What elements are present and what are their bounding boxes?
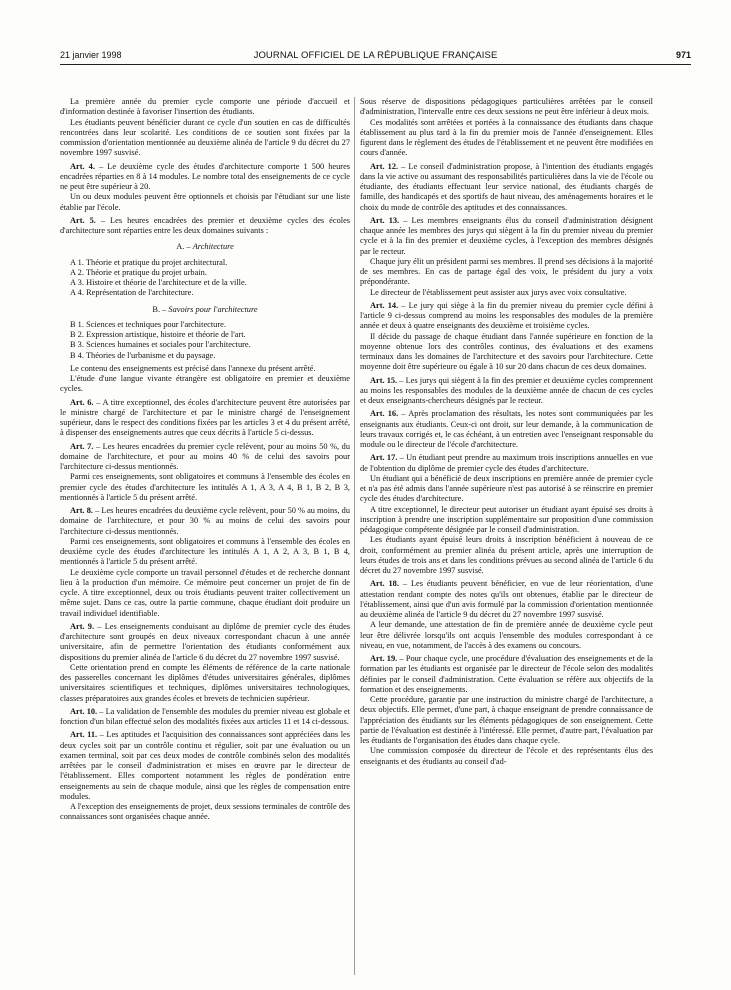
paragraph: L'étude d'une langue vivante étrangère est obligatoire en premier et deuxième cycles. — [60, 374, 350, 394]
list-item: A 1. Théorie et pratique du projet architectural. — [70, 257, 228, 267]
section-prefix: A. – — [176, 242, 191, 252]
paragraph: A l'exception des enseignements de projet, deux sessions terminales de contrôle des connaissances sont organisées chaque année. — [60, 802, 350, 822]
article-11: Art. 11. – Les aptitudes et l'acquisition des connaissances sont appréciées dans les deux cycles soit par un contrôle continu et régulier, soit par une évaluation ou un examen terminal, soit par ces deux modes de contrôle combinés selon des modalités arrêtées par le conseil d'administration et mises en œuvre par le directeur de l'établissement. Elles comportent notamment les règles de pondération entre enseignements au sein de chaque module, ainsi que les règles de compensation entre modules. — [60, 730, 350, 801]
paragraph: Les étudiants ayant épuisé leurs droits à inscription bénéficient à nouveau de ce droit, conformément au premier alinéa du présent article, après une interruption de leurs études de trois ans et dans les conditions prévues au second alinéa de l'article 6 du décret du 27 novembre 1997 susvisé. — [360, 535, 653, 575]
article-label: Art. 14. — [370, 300, 399, 310]
article-8: Art. 8. – Les heures encadrées du deuxième cycle relèvent, pour 50 % au moins, du domaine de l'architecture, et pour 30 % au moins de celui des savoirs pour l'architecture ci-dessus mentionnés. — [60, 506, 350, 536]
article-text: Le conseil d'administration propose, à l'intention des étudiants engagés dans la vie active ou assumant des responsabilités particulières dans la vie de l'école ou étudiante, des étudiants effectuant leur service national, des étudiants chargés de famille, des handicapés et des sportifs de haut niveau, des aménagements horaires et le choix du mode de contrôle des aptitudes et des connaissances. — [360, 161, 653, 212]
section-a-list — [60, 258, 350, 299]
article-12: Art. 12. – Le conseil d'administration propose, à l'intention des étudiants engagés dans la vie active ou assumant des responsabilités particulières dans la vie de l'école ou étudiante, des étudiants effectuant leur service national, des étudiants chargés de famille, des handicapés et des sportifs de haut niveau, des aménagements horaires et le choix du mode de contrôle des aptitudes et des connaissances. — [360, 161, 653, 212]
article-label: Art. 5. — [70, 215, 96, 225]
article-text: La validation de l'ensemble des modules du premier niveau est globale et fonction d'un bilan effectué selon des modalités fixées aux articles 11 et 14 ci-dessous. — [60, 706, 350, 726]
article-text: Un étudiant peut prendre au maximum trois inscriptions annuelles en vue de l'obtention du diplôme de premier cycle des études d'architecture. — [360, 453, 653, 473]
paragraph: Un ou deux modules peuvent être optionnels et choisis par l'étudiant sur une liste établie par l'école. — [60, 192, 350, 212]
article-label: Art. 12. — [370, 161, 399, 171]
paragraph: Cette orientation prend en compte les éléments de référence de la carte nationale des passerelles concernant les diplômes d'études universitaires générales, diplômes universitaires scientifiques et techniques, diplômes universitaires technologiques, classes préparatoires aux grandes écoles et brevets de technicien supérieur. — [60, 662, 350, 703]
paragraph: A titre exceptionnel, le directeur peut autoriser un étudiant ayant épuisé ses droits à inscription à prendre une inscription supplémentaire sur proposition d'une commission pédagogique compétente désignée par le conseil d'administration. — [360, 504, 653, 534]
article-label: Art. 9. — [70, 621, 95, 631]
article-text: Les jurys qui siègent à la fin des premier et deuxième cycles comprennent au moins les responsables des modules de la deuxième année de chacun de ces cycles et deux enseignants-chercheurs désignés par le recteur. — [360, 375, 653, 405]
article-15: Art. 15. – Les jurys qui siègent à la fin des premier et deuxième cycles comprennent au moins les responsables des modules de la deuxième année de chacun de ces cycles et deux enseignants-chercheurs désignés par le recteur. — [360, 375, 653, 405]
article-text: Les heures encadrées du premier cycle relèvent, pour au moins 50 %, du domaine de l'architecture, et pour au moins 40 % de celui des savoirs pour l'architecture ci-dessus mentionnés. — [60, 441, 350, 471]
article-4: Art. 4. – Le deuxième cycle des études d'architecture comporte 1 500 heures encadrées réparties en 8 à 14 modules. Le nombre total des enseignements de ce cycle ne peut être supérieur à 20. — [60, 161, 350, 191]
article-7: Art. 7. – Les heures encadrées du premier cycle relèvent, pour au moins 50 %, du domaine de l'architecture, et pour au moins 40 % de celui des savoirs pour l'architecture ci-dessus mentionnés. — [60, 441, 350, 471]
page-header — [60, 50, 691, 64]
article-label: Art. 10. — [70, 706, 98, 716]
article-label: Art. 13. — [370, 215, 400, 225]
article-19: Art. 19. – Pour chaque cycle, une procédure d'évaluation des enseignements et de la formation par les étudiants est organisée par le directeur de l'école selon des modalités définies par le conseil d'administration. Cette évaluation se réfère aux objectifs de la formation et des enseignements. — [360, 654, 653, 694]
paragraph: Cette procédure, garantie par une instruction du ministre chargé de l'architecture, a deux objectifs. Elle permet, d'une part, à chaque enseignant de prendre connaissance de l'appréciation des étudiants sur les éléments pédagogiques de son enseignement. Cette partie de l'évaluation est destinée à l'intéressé. Elle permet, d'autre part, l'évaluation par les étudiants de l'organisation des études dans chaque cycle. — [360, 695, 653, 745]
section-b-list — [60, 320, 350, 361]
paragraph: Les étudiants peuvent bénéficier durant ce cycle d'un soutien en cas de difficultés rencontrées dans leur scolarité. Les conditions de ce soutien sont fixées par la commission d'orientation mentionnée au deuxième alinéa de l'article 9 du décret du 27 novembre 1997 susvisé. — [60, 117, 350, 158]
article-17: Art. 17. – Un étudiant peut prendre au maximum trois inscriptions annuelles en vue de l'obtention du diplôme de premier cycle des études d'architecture. — [360, 453, 653, 473]
article-label: Art. 11. — [70, 730, 98, 740]
paragraph: Parmi ces enseignements, sont obligatoires et communs à l'ensemble des écoles en deuxième cycle des études d'architecture les intitulés A 1, A 2, A 3, B 1, B 4, mentionnés à l'article 5 du présent arrêté. — [60, 536, 350, 567]
article-14: Art. 14. – Le jury qui siège à la fin du premier niveau du premier cycle défini à l'article 9 ci-dessus comprend au moins les responsables des modules de la première année et deux à quatre enseignants des deuxième et troisième cycles. — [360, 300, 653, 331]
article-text: Les aptitudes et l'acquisition des connaissances sont appréciées dans les deux cycles soit par un contrôle continu et régulier, soit par une évaluation ou un examen terminal, soit par ces deux modes de contrôle combinés selon des modalités arrêtées par le conseil d'administration et mises en œuvre par le directeur de l'établissement. Elles comportent notamment les règles de pondération entre enseignements au sein de chaque module, ainsi que les règles de compensation entre modules. — [60, 730, 350, 801]
paragraph: Il décide du passage de chaque étudiant dans l'année supérieure en fonction de la moyenne obtenue lors des contrôles continus, des évaluations et des examens terminaux dans les domaines de l'architecture et des savoirs pour l'architecture. Cette moyenne doit être supérieure ou égale à 10 sur 20 dans chacun de ces deux domaines. — [360, 331, 653, 372]
paragraph: A leur demande, une attestation de fin de première année de deuxième cycle peut leur être délivrée lorsqu'ils ont acquis l'ensemble des modules correspondant à ce niveau, en vue, notamment, de l'accès à des examens ou concours. — [360, 620, 653, 650]
article-label: Art. 6. — [70, 397, 94, 407]
article-label: Art. 7. — [70, 441, 94, 451]
paragraph: Chaque jury élit un président parmi ses membres. Il prend ses décisions à la majorité de ses membres. En cas de partage égal des voix, le président du jury a voix prépondérante. — [360, 256, 653, 287]
paragraph: Parmi ces enseignements, sont obligatoires et communs à l'ensemble des écoles en premier cycle des études d'architecture les intitulés A 1, A 3, A 4, B 1, B 2, B 3, mentionnés à l'article 5 du présent arrêté. — [60, 472, 350, 502]
article-label: Art. 15. — [370, 375, 398, 385]
paragraph: Sous réserve de dispositions pédagogiques particulières arrêtées par le conseil d'administration, l'intervalle entre ces deux sessions ne peut être inférieur à deux mois. — [360, 97, 653, 117]
article-label: Art. 16. — [370, 409, 399, 419]
header-date: 21 janvier 1998 — [60, 50, 122, 60]
list-item: B 4. Théories de l'urbanisme et du paysage. — [70, 350, 216, 360]
article-label: Art. 4. — [70, 161, 95, 171]
article-text: Les membres enseignants élus du conseil d'administration désignent chaque année les membres des jurys qui siègent à la fin du premier niveau du premier cycle et à la fin des premier et deuxième cycles, à l'exception des membres désignés par le recteur. — [360, 215, 653, 256]
article-text: Les enseignements conduisant au diplôme de premier cycle des études d'architecture sont groupés en deux niveaux correspondant chacun à une année universitaire, afin de permettre l'orientation des étudiants conformément aux dispositions du premier alinéa de l'article 6 du décret du 27 novembre 1997 susvisé. — [60, 621, 350, 662]
page-number: 971 — [675, 50, 691, 60]
paragraph: Un étudiant qui a bénéficié de deux inscriptions en première année de premier cycle et n'a pas été admis dans l'année supérieure n'est pas autorisé à se réinscrire en premier cycle des études d'architecture. — [360, 473, 653, 504]
article-text: Le jury qui siège à la fin du premier niveau du premier cycle défini à l'article 9 ci-dessus comprend au moins les responsables des modules de la première année et deux à quatre enseignants des deuxième et troisième cycles. — [360, 300, 653, 331]
list-item: A 2. Théorie et pratique du projet urbain. — [70, 267, 207, 277]
list-item: B 3. Sciences humaines et sociales pour l'architecture. — [70, 340, 251, 350]
paragraph: La première année du premier cycle comporte une période d'accueil et d'information destinée à favoriser l'insertion des étudiants. — [60, 97, 350, 117]
paragraph: Le directeur de l'établissement peut assister aux jurys avec voix consultative. — [370, 287, 627, 297]
article-16: Art. 16. – Après proclamation des résultats, les notes sont communiquées par les enseignants aux étudiants. Ceux-ci ont droit, sur leur demande, à la communication de leurs travaux corrigés et, le cas échéant, à un entretien avec l'enseignant responsable du module ou le directeur de l'école d'architecture. — [360, 409, 653, 449]
list-item: A 4. Représentation de l'architecture. — [70, 288, 194, 298]
header-rule — [60, 64, 691, 65]
article-6: Art. 6. – A titre exceptionnel, des écoles d'architecture peuvent être autorisées par le ministre chargé de l'architecture et par le ministre chargé de l'enseignement supérieur, dans le respect des conditions fixées par les articles 3 et 4 du présent arrêté, à dispenser des enseignements autres que ceux décrits à l'article 5 ci-dessus. — [60, 397, 350, 438]
left-column — [60, 97, 350, 977]
section-b-heading — [60, 305, 350, 315]
article-10: Art. 10. – La validation de l'ensemble des modules du premier niveau est globale et fonction d'un bilan effectué selon des modalités fixées aux articles 11 et 14 ci-dessous. — [60, 706, 350, 726]
article-text: Les étudiants peuvent bénéficier, en vue de leur réorientation, d'une attestation rendant compte des notes qu'ils ont obtenues, établie par le directeur de l'établissement, ainsi que d'un avis formulé par la commission d'orientation mentionnée au deuxième alinéa de l'article 9 du décret du 27 novembre 1997 susvisé. — [360, 579, 653, 619]
article-text: Pour chaque cycle, une procédure d'évaluation des enseignements et de la formation par les étudiants est organisée par le directeur de l'école selon des modalités définies par le conseil d'administration. Cette évaluation se réfère aux objectifs de la formation et des enseignements. — [360, 654, 653, 694]
paragraph: Ces modalités sont arrêtées et portées à la connaissance des étudiants dans chaque établissement au plus tard à la fin du premier mois de l'année d'enseignement. Elles figurent dans le règlement des études de l'établissement et ne peuvent être modifiées en cours d'année. — [360, 117, 653, 158]
article-label: Art. 19. — [370, 654, 398, 663]
list-item: A 3. Histoire et théorie de l'architecture et de la ville. — [70, 278, 247, 287]
article-18: Art. 18. – Les étudiants peuvent bénéficier, en vue de leur réorientation, d'une attestation rendant compte des notes qu'ils ont obtenues, établie par le directeur de l'établissement, ainsi que d'un avis formulé par la commission d'orientation mentionnée au deuxième alinéa de l'article 9 du décret du 27 novembre 1997 susvisé. — [360, 579, 653, 619]
article-5: Art. 5. – Les heures encadrées des premier et deuxième cycles des écoles d'architecture sont réparties entre les deux domaines suivants : — [60, 215, 350, 235]
section-a-heading — [60, 242, 350, 252]
article-text: Les heures encadrées du deuxième cycle relèvent, pour 50 % au moins, du domaine de l'architecture, et pour 30 % au moins de celui des savoirs pour l'architecture ci-dessus mentionnés. — [60, 506, 350, 536]
right-column — [360, 97, 653, 977]
article-text: Après proclamation des résultats, les notes sont communiquées par les enseignants aux étudiants. Ceux-ci ont droit, sur leur demande, à la communication de leurs travaux corrigés et, le cas échéant, à un entretien avec l'enseignant responsable du module ou le directeur de l'école d'architecture. — [360, 409, 653, 449]
list-item: B 1. Sciences et techniques pour l'architecture. — [70, 319, 226, 329]
column-divider — [354, 97, 355, 975]
article-text: Le deuxième cycle des études d'architecture comporte 1 500 heures encadrées réparties en 8 à 14 modules. Le nombre total des enseignements de ce cycle ne peut être supérieur à 20. — [60, 161, 350, 191]
section-prefix: B. – — [152, 304, 167, 314]
article-label: Art. 18. — [370, 579, 399, 589]
paragraph: Une commission composée du directeur de l'école et des représentants élus des enseignants et des étudiants au conseil d'ad- — [360, 746, 653, 766]
article-label: Art. 8. — [70, 506, 93, 515]
article-label: Art. 17. — [370, 453, 398, 463]
article-text: A titre exceptionnel, des écoles d'architecture peuvent être autorisées par le ministre chargé de l'architecture et par le ministre chargé de l'enseignement supérieur, dans le respect des conditions fixées par les articles 3 et 4 du présent arrêté, à dispenser des enseignements autres que ceux décrits à l'article 5 ci-dessus. — [60, 397, 350, 438]
section-title: Savoirs pour l'architecture — [168, 304, 258, 314]
article-13: Art. 13. – Les membres enseignants élus du conseil d'administration désignent chaque année les membres des jurys qui siègent à la fin du premier niveau du premier cycle et à la fin des premier et deuxième cycles, à l'exception des membres désignés par le recteur. — [360, 215, 653, 256]
paragraph: Le contenu des enseignements est précisé dans l'annexe du présent arrêté. — [70, 363, 316, 373]
section-title: Architecture — [192, 242, 234, 252]
journal-title: JOURNAL OFFICIEL DE LA RÉPUBLIQUE FRANÇAISE — [253, 50, 498, 61]
paragraph: Le deuxième cycle comporte un travail personnel d'études et de recherche donnant lieu à la production d'un mémoire. Ce mémoire peut concerner un projet de fin de cycle. A titre exceptionnel, deux ou trois étudiants peuvent traiter collectivement un même sujet. Dans ce cas, outre la partie commune, chaque étudiant doit produire un travail individuel identifiable. — [60, 567, 350, 618]
article-text: Les heures encadrées des premier et deuxième cycles des écoles d'architecture sont réparties entre les deux domaines suivants : — [60, 215, 350, 235]
list-item: B 2. Expression artistique, histoire et théorie de l'art. — [70, 330, 246, 339]
article-9: Art. 9. – Les enseignements conduisant au diplôme de premier cycle des études d'architecture sont groupés en deux niveaux correspondant chacun à une année universitaire, afin de permettre l'orientation des étudiants conformément aux dispositions du premier alinéa de l'article 6 du décret du 27 novembre 1997 susvisé. — [60, 621, 350, 662]
